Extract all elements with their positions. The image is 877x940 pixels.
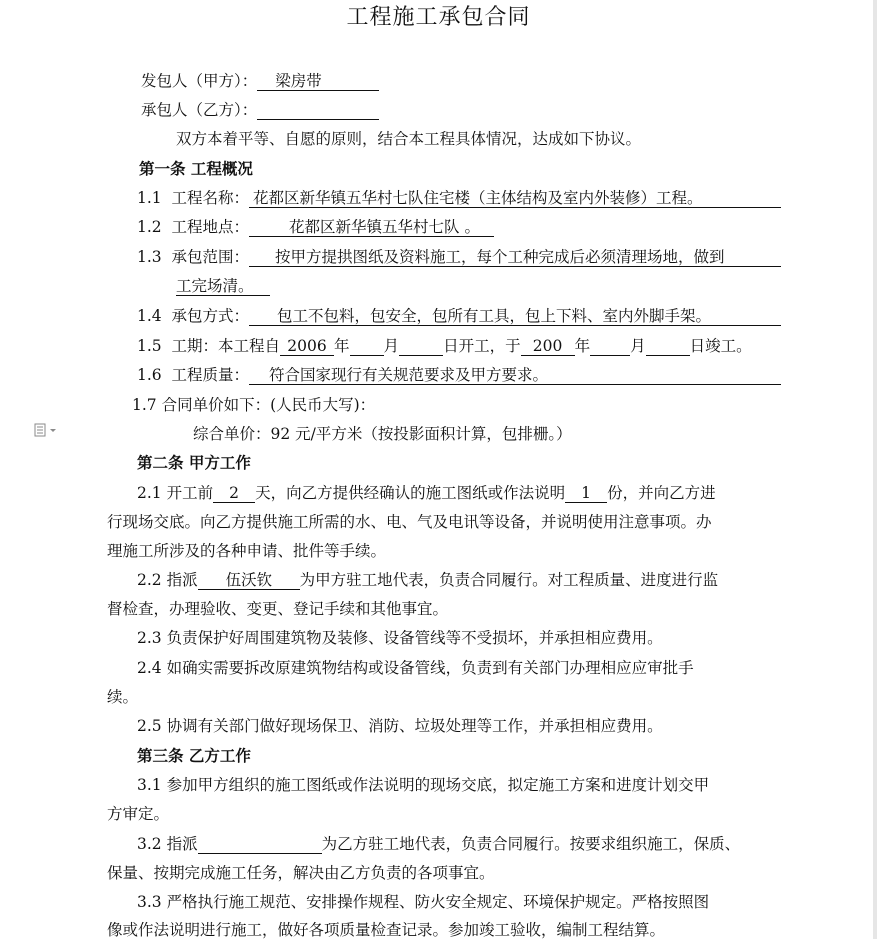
start-year-value: 2006 <box>280 337 334 356</box>
clause-1-3-number: 1.3 <box>137 248 162 266</box>
unit-price-detail: 综合单价：92 元/平方米（按投影面积计算，包排栅。） <box>193 425 572 443</box>
clause-1-3 <box>137 247 781 267</box>
period-text-start: 工期：本工程自 <box>171 337 281 355</box>
period-year-unit: 年 <box>334 337 350 355</box>
period-text-mid: 日开工，于 <box>443 337 521 355</box>
clause-3-2-line-1 <box>137 834 740 854</box>
clause-2-1-line-2: 行现场交底。向乙方提供施工所需的水、电、气及电讯等设备，并说明使用注意事项。办 <box>107 513 712 531</box>
days-before-start-value: 2 <box>213 484 255 503</box>
party-a-value: 梁房带 <box>257 72 379 91</box>
clause-1-4-number: 1.4 <box>137 307 162 325</box>
clause-2-1-line-1 <box>137 483 716 503</box>
end-year-value: 200 <box>521 337 575 356</box>
party-a-line <box>141 71 379 91</box>
end-month-blank <box>590 337 630 356</box>
intro-paragraph: 双方本着平等、自愿的原则，结合本工程具体情况，达成如下协议。 <box>176 130 642 148</box>
clause-2-2-text-b: 为甲方驻工地代表，负责合同履行。对工程质量、进度进行监 <box>299 571 719 589</box>
paste-options-icon[interactable] <box>34 423 60 437</box>
project-name-value: 花都区新华镇五华村七队住宅楼（主体结构及室内外装修）工程。 <box>249 189 781 208</box>
party-a-label: 发包人（甲方）： <box>141 72 258 90</box>
quality-value: 符合国家现行有关规范要求及甲方要求。 <box>249 366 781 385</box>
contract-mode-value: 包工不包料，包安全，包所有工具，包上下料、室内外脚手架。 <box>249 307 781 326</box>
start-day-blank <box>399 337 443 356</box>
clause-1-1 <box>137 188 781 208</box>
period-end-year-unit: 年 <box>574 337 591 355</box>
article-1-heading: 第一条 工程概况 <box>139 160 253 178</box>
scope-value-line-1: 按甲方提拱图纸及资料施工，每个工种完成后必须清理场地，做到 <box>249 248 781 267</box>
period-text-end: 日竣工。 <box>689 337 752 355</box>
clause-1-5 <box>137 336 752 356</box>
clause-2-2-text-a: 2.2 指派 <box>137 571 198 589</box>
party-b-line <box>141 100 379 120</box>
clause-1-6-number: 1.6 <box>137 366 162 384</box>
scope-value-line-2: 工完场清。 <box>176 277 270 296</box>
clause-1-3-label: 承包范围： <box>171 248 250 266</box>
project-location-value: 花都区新华镇五华村七队 。 <box>249 218 494 237</box>
party-b-representative <box>198 835 322 854</box>
clause-1-2-number: 1.2 <box>137 218 162 236</box>
end-day-blank <box>646 337 690 356</box>
article-2-heading: 第二条 甲方工作 <box>137 454 251 472</box>
clause-3-2-text-a: 3.2 指派 <box>137 835 198 853</box>
clause-3-2-line-2: 保量、按期完成施工任务，解决由乙方负责的各项事宜。 <box>107 864 495 882</box>
clause-3-3-line-1: 3.3 严格执行施工规范、安排操作规程、防火安全规定、环境保护规定。严格按照图 <box>137 893 710 911</box>
clause-1-4-label: 承包方式： <box>171 307 250 325</box>
clause-3-3-line-2: 像或作法说明进行施工，做好各项质量检查记录。参加竣工验收，编制工程结算。 <box>107 921 666 939</box>
page-edge <box>873 0 877 939</box>
clause-3-1-line-1: 3.1 参加甲方组织的施工图纸或作法说明的现场交底，拟定施工方案和进度计划交甲 <box>137 776 710 794</box>
clause-2-1-text-b: 天，向乙方提供经确认的施工图纸或作法说明 <box>255 484 566 502</box>
clause-3-2-text-b: 为乙方驻工地代表，负责合同履行。按要求组织施工，保质、 <box>321 835 741 853</box>
clause-1-2-label: 工程地点： <box>171 218 250 236</box>
clause-1-2 <box>137 217 494 237</box>
party-b-label: 承包人（乙方）： <box>141 101 258 119</box>
clause-2-5: 2.5 协调有关部门做好现场保卫、消防、垃圾处理等工作，并承担相应费用。 <box>137 717 663 735</box>
contract-title: 工程施工承包合同 <box>346 5 531 30</box>
clause-2-1-text-c: 份，并向乙方进 <box>607 484 716 502</box>
clause-2-4-line-1: 2.4 如确实需要拆改原建筑物结构或设备管线，负责到有关部门办理相应应审批手 <box>137 659 694 677</box>
article-3-heading: 第三条 乙方工作 <box>137 747 251 765</box>
clause-1-5-number: 1.5 <box>137 337 162 355</box>
clause-2-2-line-2: 督检查，办理验收、变更、登记手续和其他事宜。 <box>107 600 449 618</box>
drawing-copies-value: 1 <box>565 484 607 503</box>
period-month-unit: 月 <box>383 337 400 355</box>
party-b-value <box>257 101 379 120</box>
clause-1-6-label: 工程质量： <box>171 366 250 384</box>
clause-1-7: 1.7 合同单价如下：(人民币大写)： <box>132 396 376 414</box>
clause-1-1-label: 工程名称： <box>171 189 250 207</box>
start-month-blank <box>350 337 384 356</box>
clause-1-6 <box>137 365 781 385</box>
party-a-representative: 伍沃钦 <box>198 571 300 590</box>
clause-2-1-line-3: 理施工所涉及的各种申请、批件等手续。 <box>107 542 387 560</box>
clause-1-3-continued <box>176 276 270 296</box>
clause-3-1-line-2: 方审定。 <box>107 805 170 823</box>
clause-1-1-number: 1.1 <box>137 189 162 207</box>
clause-2-1-text-a: 2.1 开工前 <box>137 484 214 502</box>
period-end-month-unit: 月 <box>630 337 646 355</box>
clause-1-4 <box>137 306 781 326</box>
clause-2-4-line-2: 续。 <box>107 688 139 706</box>
clause-2-2-line-1 <box>137 570 718 590</box>
clause-2-3: 2.3 负责保护好周围建筑物及装修、设备管线等不受损坏，并承担相应费用。 <box>137 629 663 647</box>
